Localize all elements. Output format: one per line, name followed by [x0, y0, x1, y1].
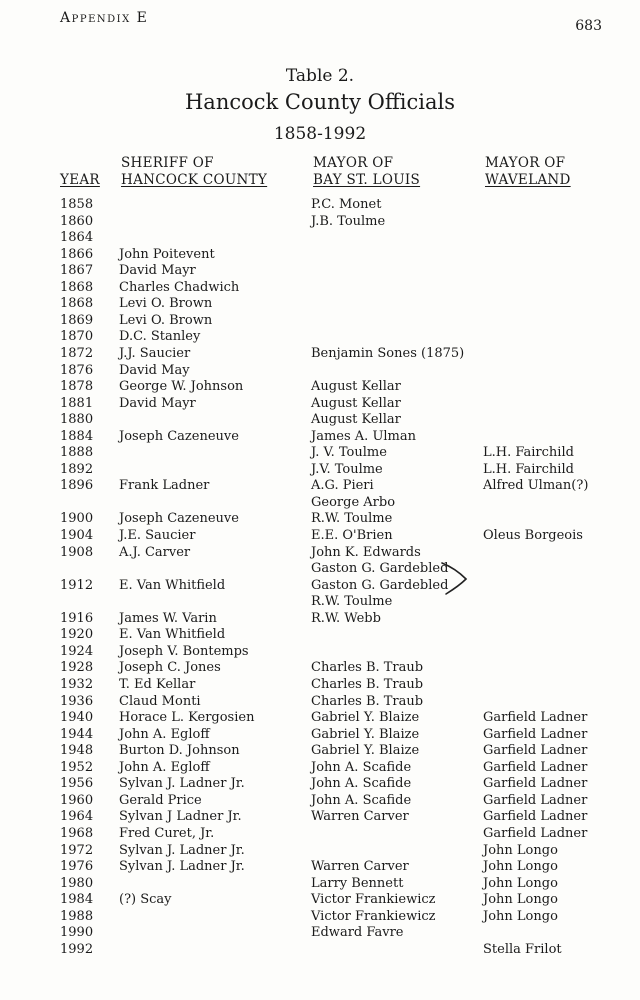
table-row — [0, 379, 640, 395]
table-row — [0, 627, 640, 643]
year-cell: 1948 — [60, 743, 94, 759]
sheriff-cell: John A. Egloff — [119, 726, 210, 742]
bay-st-louis-mayor-cell: George Arbo — [311, 494, 396, 510]
year-cell: 1908 — [60, 544, 94, 560]
bay-st-louis-mayor-cell: Gabriel Y. Blaize — [311, 710, 420, 726]
sheriff-cell: Burton D. Johnson — [119, 743, 240, 759]
table-row — [0, 280, 640, 296]
waveland-mayor-cell: John Longo — [483, 842, 558, 858]
table-row — [0, 793, 640, 809]
table-year-range: 1858-1992 — [273, 124, 367, 144]
sheriff-cell: Claud Monti — [119, 693, 201, 709]
column-header-waveland — [485, 155, 571, 189]
year-cell: 1881 — [60, 395, 94, 411]
waveland-mayor-cell: Alfred Ulman(?) — [483, 478, 589, 494]
year-cell: 1990 — [60, 925, 94, 941]
year-cell: 1976 — [60, 859, 94, 874]
sheriff-cell: James W. Varin — [119, 610, 217, 626]
year-cell: 1944 — [60, 726, 94, 742]
column-header-waveland-line2: WAVELAND — [485, 172, 571, 188]
year-cell: 1884 — [60, 428, 94, 444]
sheriff-cell: T. Ed Kellar — [119, 677, 196, 692]
sheriff-cell: Charles Chadwich — [119, 279, 240, 295]
bay-st-louis-mayor-cell: R.W. Toulme — [311, 511, 393, 527]
year-cell: 1864 — [60, 230, 94, 246]
waveland-mayor-cell: Garfield Ladner — [483, 825, 588, 841]
bay-st-louis-mayor-cell: Larry Bennett — [311, 875, 404, 891]
table-row — [0, 942, 640, 958]
table-title: Hancock County Officials — [184, 90, 455, 114]
waveland-mayor-cell: Oleus Borgeois — [483, 528, 583, 543]
sheriff-cell: J.E. Saucier — [119, 528, 196, 543]
table-row — [0, 859, 640, 875]
waveland-mayor-cell: Garfield Ladner — [483, 726, 588, 742]
waveland-mayor-cell: John Longo — [483, 908, 558, 924]
column-header-bay-line1: MAYOR OF — [313, 155, 394, 171]
waveland-mayor-cell: Garfield Ladner — [483, 710, 588, 726]
sheriff-cell: A.J. Carver — [119, 544, 191, 560]
table-row — [0, 578, 640, 594]
year-cell: 1956 — [60, 776, 94, 792]
waveland-mayor-cell: L.H. Fairchild — [483, 445, 574, 461]
sheriff-cell: Joseph Cazeneuve — [119, 428, 239, 444]
year-cell: 1936 — [60, 693, 94, 709]
sheriff-cell: John Poitevent — [119, 246, 215, 262]
waveland-mayor-cell: L.H. Fairchild — [483, 461, 574, 477]
year-cell: 1912 — [60, 577, 94, 593]
bay-st-louis-mayor-cell: John A. Scafide — [311, 792, 412, 808]
sheriff-cell: Horace L. Kergosien — [119, 710, 255, 726]
year-cell: 1876 — [60, 362, 94, 378]
table-row — [0, 925, 640, 941]
table-row — [0, 644, 640, 660]
table-row — [0, 462, 640, 478]
sheriff-cell: Frank Ladner — [119, 478, 210, 494]
section-header: Appendix E — [60, 10, 149, 26]
bay-st-louis-mayor-cell: Gaston G. Gardebled — [311, 561, 449, 577]
year-cell: 1984 — [60, 892, 94, 908]
table-row — [0, 727, 640, 743]
page-number: 683 — [575, 18, 602, 34]
sheriff-cell: Sylvan J. Ladner Jr. — [119, 842, 245, 858]
table-row — [0, 660, 640, 676]
year-cell: 1968 — [60, 825, 94, 841]
table-row — [0, 826, 640, 842]
bay-st-louis-mayor-cell: Gabriel Y. Blaize — [311, 743, 420, 759]
bay-st-louis-mayor-cell: E.E. O'Brien — [311, 528, 393, 543]
bay-st-louis-mayor-cell: J.B. Toulme — [311, 213, 386, 229]
bay-st-louis-mayor-cell: James A. Ulman — [311, 428, 417, 444]
year-cell: 1920 — [60, 627, 94, 643]
bay-st-louis-mayor-cell: Victor Frankiewicz — [311, 892, 436, 908]
table-row — [0, 396, 640, 412]
year-cell: 1878 — [60, 379, 94, 395]
table-row — [0, 561, 640, 577]
bay-st-louis-mayor-cell: R.W. Toulme — [311, 594, 393, 610]
table-row — [0, 495, 640, 511]
bay-st-louis-mayor-cell: J.V. Toulme — [311, 461, 383, 477]
sheriff-cell: Sylvan J. Ladner Jr. — [119, 859, 245, 874]
year-cell: 1940 — [60, 710, 94, 726]
waveland-mayor-cell: Garfield Ladner — [483, 792, 588, 808]
waveland-mayor-cell: John Longo — [483, 875, 558, 891]
table-row — [0, 197, 640, 213]
column-header-waveland-line1: MAYOR OF — [485, 155, 566, 171]
sheriff-cell: Levi O. Brown — [119, 296, 213, 312]
column-header-sheriff-line2: HANCOCK COUNTY — [121, 172, 268, 188]
sheriff-cell: Joseph C. Jones — [119, 660, 221, 676]
table-row — [0, 876, 640, 892]
year-cell: 1952 — [60, 759, 94, 775]
sheriff-cell: John A. Egloff — [119, 759, 210, 775]
bay-st-louis-mayor-cell: Warren Carver — [311, 859, 409, 874]
sheriff-cell: E. Van Whitfield — [119, 627, 226, 643]
table-row — [0, 760, 640, 776]
table-row — [0, 809, 640, 825]
table-row — [0, 445, 640, 461]
year-cell: 1904 — [60, 528, 94, 543]
sheriff-cell: David Mayr — [119, 263, 196, 279]
table-row — [0, 843, 640, 859]
bay-st-louis-mayor-cell: August Kellar — [311, 412, 401, 428]
year-cell: 1870 — [60, 329, 94, 345]
column-header-sheriff-line1: SHERIFF OF — [121, 155, 214, 171]
bay-st-louis-mayor-cell: August Kellar — [311, 379, 401, 395]
table-row — [0, 429, 640, 445]
sheriff-cell: George W. Johnson — [119, 379, 244, 395]
year-cell: 1867 — [60, 263, 94, 279]
bay-st-louis-mayor-cell: John A. Scafide — [311, 759, 412, 775]
column-header-bay-st-louis — [313, 155, 420, 189]
bay-st-louis-mayor-cell: August Kellar — [311, 395, 401, 411]
bay-st-louis-mayor-cell: Edward Favre — [311, 925, 404, 941]
table-row — [0, 545, 640, 561]
waveland-mayor-cell: Garfield Ladner — [483, 759, 588, 775]
year-cell: 1888 — [60, 445, 94, 461]
table-row — [0, 412, 640, 428]
bay-st-louis-mayor-cell: Benjamin Sones (1875) — [311, 346, 465, 361]
sheriff-cell: (?) Scay — [119, 892, 172, 908]
column-header-year — [60, 172, 100, 189]
bay-st-louis-mayor-cell: Gaston G. Gardebled — [311, 577, 449, 593]
year-cell: 1928 — [60, 660, 94, 676]
table-label: Table 2. — [285, 66, 355, 86]
sheriff-cell: Levi O. Brown — [119, 312, 213, 328]
year-cell: 1988 — [60, 908, 94, 924]
year-cell: 1868 — [60, 279, 94, 295]
year-cell: 1868 — [60, 296, 94, 312]
sheriff-cell: David May — [119, 362, 190, 378]
table-row — [0, 296, 640, 312]
sheriff-cell: Joseph Cazeneuve — [119, 511, 239, 527]
waveland-mayor-cell: Garfield Ladner — [483, 776, 588, 792]
table-row — [0, 329, 640, 345]
year-cell: 1932 — [60, 677, 94, 692]
bay-st-louis-mayor-cell: Warren Carver — [311, 809, 409, 825]
sheriff-cell: J.J. Saucier — [119, 346, 191, 361]
year-cell: 1896 — [60, 478, 94, 494]
waveland-mayor-cell: Garfield Ladner — [483, 809, 588, 825]
table-row — [0, 743, 640, 759]
year-cell: 1964 — [60, 809, 94, 825]
table-row — [0, 528, 640, 544]
year-cell: 1872 — [60, 346, 94, 361]
year-cell: 1972 — [60, 842, 94, 858]
bay-st-louis-mayor-cell: A.G. Pieri — [311, 478, 374, 494]
column-header-bay-line2: BAY ST. LOUIS — [313, 172, 421, 188]
sheriff-cell: Sylvan J. Ladner Jr. — [119, 776, 245, 792]
bay-st-louis-mayor-cell: Victor Frankiewicz — [311, 908, 436, 924]
table-row — [0, 346, 640, 362]
table-row — [0, 511, 640, 527]
table-row — [0, 313, 640, 329]
bay-st-louis-mayor-cell: Charles B. Traub — [311, 693, 424, 709]
sheriff-cell: Joseph V. Bontemps — [119, 643, 249, 659]
bay-st-louis-mayor-cell: J. V. Toulme — [311, 445, 387, 461]
year-cell: 1900 — [60, 511, 94, 527]
year-cell: 1924 — [60, 643, 94, 659]
bay-st-louis-mayor-cell: John A. Scafide — [311, 776, 412, 792]
table-row — [0, 611, 640, 627]
year-cell: 1858 — [60, 197, 94, 212]
column-header-sheriff — [121, 155, 267, 189]
table-row — [0, 776, 640, 792]
year-cell: 1960 — [60, 792, 94, 808]
table-row — [0, 909, 640, 925]
bay-st-louis-mayor-cell: Charles B. Traub — [311, 677, 424, 692]
table-row — [0, 263, 640, 279]
table-row — [0, 594, 640, 610]
bay-st-louis-mayor-cell: R.W. Webb — [311, 610, 381, 626]
year-cell: 1916 — [60, 610, 94, 626]
sheriff-cell: David Mayr — [119, 395, 196, 411]
table-row — [0, 478, 640, 494]
bay-st-louis-mayor-cell: John K. Edwards — [311, 544, 421, 560]
waveland-mayor-cell: John Longo — [483, 892, 558, 908]
waveland-mayor-cell: Stella Frilot — [483, 941, 562, 957]
table-row — [0, 694, 640, 710]
table-row — [0, 214, 640, 230]
year-cell: 1892 — [60, 461, 94, 477]
table-row — [0, 247, 640, 263]
bay-st-louis-mayor-cell: Gabriel Y. Blaize — [311, 726, 420, 742]
year-cell: 1880 — [60, 412, 94, 428]
table-row — [0, 892, 640, 908]
table-row — [0, 363, 640, 379]
column-header-year-line: YEAR — [60, 172, 100, 188]
year-cell: 1992 — [60, 941, 94, 957]
sheriff-cell: Sylvan J Ladner Jr. — [119, 809, 242, 825]
sheriff-cell: Fred Curet, Jr. — [119, 825, 215, 841]
year-cell: 1869 — [60, 312, 94, 328]
table-row — [0, 677, 640, 693]
sheriff-cell: E. Van Whitfield — [119, 577, 226, 593]
table-row — [0, 230, 640, 246]
sheriff-cell: D.C. Stanley — [119, 329, 201, 345]
handwritten-bracket-mark — [440, 561, 470, 597]
year-cell: 1866 — [60, 246, 94, 262]
bay-st-louis-mayor-cell: Charles B. Traub — [311, 660, 424, 676]
year-cell: 1980 — [60, 875, 94, 891]
table-row — [0, 710, 640, 726]
bay-st-louis-mayor-cell: P.C. Monet — [311, 197, 382, 212]
sheriff-cell: Gerald Price — [119, 792, 202, 808]
waveland-mayor-cell: Garfield Ladner — [483, 743, 588, 759]
waveland-mayor-cell: John Longo — [483, 859, 558, 874]
year-cell: 1860 — [60, 213, 94, 229]
